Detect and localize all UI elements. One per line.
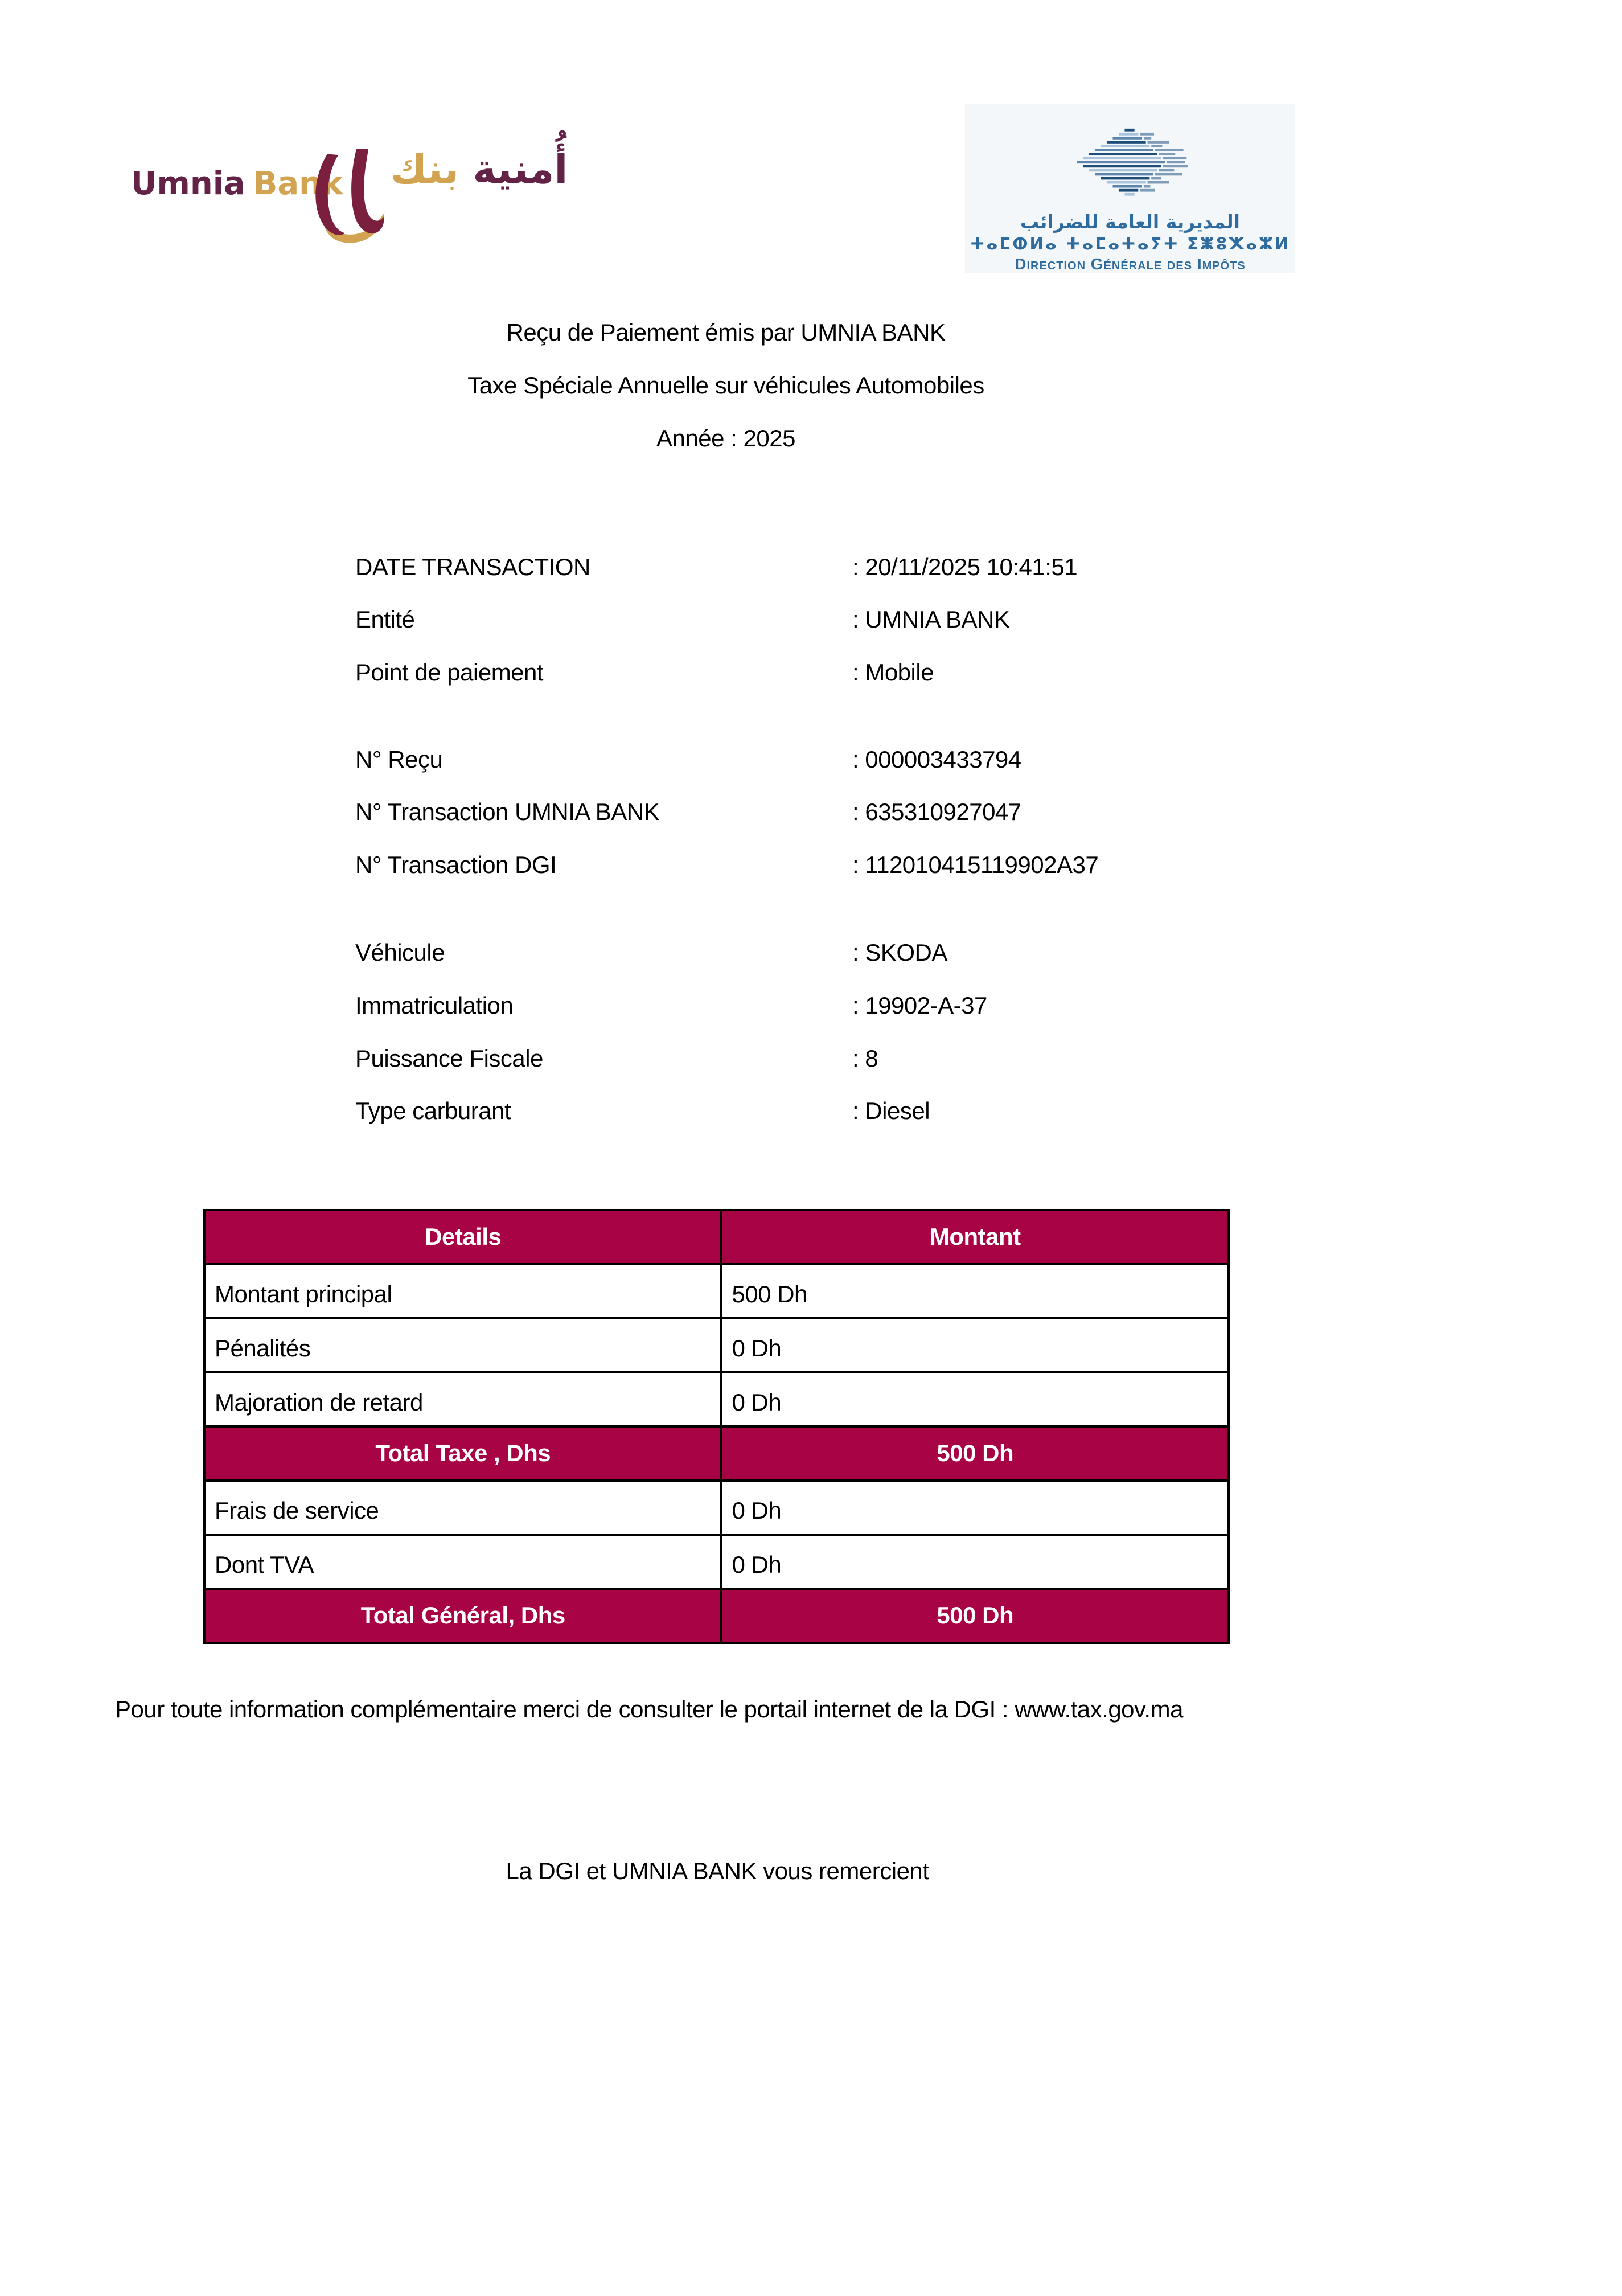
footer-thanks-text: La DGI et UMNIA BANK vous remercient [506,1858,929,1884]
detail-value: : 000003433794 [852,746,1021,773]
detail-value: : UMNIA BANK [852,606,1010,633]
document-title: Reçu de Paiement émis par UMNIA BANK [506,319,946,346]
dgi-diamond-icon [1070,127,1190,199]
detail-label: N° Transaction DGI [355,851,557,878]
table-header-details: Details [204,1210,721,1264]
document-year: Année : 2025 [656,425,795,452]
table-cell-value: 0 Dh [721,1535,1229,1589]
dgi-arabic-name: المديرية العامة للضرائب [1020,211,1240,233]
table-cell-label: Pénalités [204,1318,721,1372]
table-row-frais-de-service [204,1481,1229,1535]
detail-row-type-carburant [0,1097,1622,1131]
detail-row-puissance-fiscale [0,1045,1622,1079]
table-row-dont-tva [204,1535,1229,1589]
detail-label: N° Transaction UMNIA BANK [355,798,660,825]
table-cell-label: Total Taxe , Dhs [204,1426,721,1481]
table-cell-value: 500 Dh [721,1264,1229,1318]
table-row-total-taxe [204,1426,1229,1481]
detail-label: Véhicule [355,939,445,966]
table-row-majoration-de-retard [204,1372,1229,1426]
umnia-arabic-bank: بنك [391,146,459,192]
umnia-arabic-wordmark [391,146,568,192]
detail-value: : SKODA [852,939,947,966]
table-cell-label: Montant principal [204,1264,721,1318]
detail-label: Type carburant [355,1097,511,1124]
table-cell-label: Total Général, Dhs [204,1589,721,1643]
table-cell-value: 500 Dh [721,1589,1229,1643]
detail-row-transaction-umnia [0,798,1622,833]
table-cell-label: Majoration de retard [204,1372,721,1426]
table-cell-label: Frais de service [204,1481,721,1535]
table-cell-value: 500 Dh [721,1426,1229,1481]
detail-row-point-de-paiement [0,659,1622,693]
detail-value: : 19902-A-37 [852,992,987,1019]
dgi-tifinagh-name: ⵜⴰⵎⵀⵍⴰ ⵜⴰⵎⴰⵜⴰⵢⵜ ⵉⵥⵓⵅⴰⵣⵍ [970,234,1291,253]
detail-row-numero-recu [0,746,1622,780]
detail-row-immatriculation [0,992,1622,1026]
dgi-french-name: Direction Générale des Impôts [1015,255,1246,273]
amounts-table [203,1209,1230,1644]
umnia-wordmark-bank: Bank [253,165,343,202]
detail-value: : 635310927047 [852,798,1021,825]
detail-value: : 20/11/2025 10:41:51 [852,554,1078,580]
table-row-montant-principal [204,1264,1229,1318]
detail-value: : 8 [852,1045,878,1072]
table-row-total-general [204,1589,1229,1643]
dgi-logo [965,104,1295,273]
detail-row-date-transaction [0,554,1622,588]
table-header-row [204,1210,1229,1264]
table-cell-label: Dont TVA [204,1535,721,1589]
detail-row-vehicule [0,939,1622,973]
detail-row-transaction-dgi [0,851,1622,885]
table-cell-value: 0 Dh [721,1372,1229,1426]
umnia-wordmark-umnia: Umnia [131,165,245,202]
document-subtitle: Taxe Spéciale Annuelle sur véhicules Automobiles [467,372,984,399]
table-header-montant: Montant [721,1210,1229,1264]
umnia-arabic-umnia: أُمنية [473,146,568,192]
footer-info-text: Pour toute information complémentaire merci de consulter le portail internet de la DGI : www.tax.gov.ma [115,1696,1183,1723]
table-cell-value: 0 Dh [721,1481,1229,1535]
table-row-penalites [204,1318,1229,1372]
detail-value: : 112010415119902A37 [852,851,1099,878]
table-cell-value: 0 Dh [721,1318,1229,1372]
detail-label: N° Reçu [355,746,443,773]
detail-row-entite [0,606,1622,640]
detail-label: Entité [355,606,415,633]
detail-label: Point de paiement [355,659,544,686]
detail-label: Puissance Fiscale [355,1045,543,1072]
detail-label: DATE TRANSACTION [355,554,590,580]
umnia-monogram-icon [310,140,385,246]
detail-value: : Mobile [852,659,934,686]
detail-value: : Diesel [852,1097,930,1124]
detail-label: Immatriculation [355,992,514,1019]
